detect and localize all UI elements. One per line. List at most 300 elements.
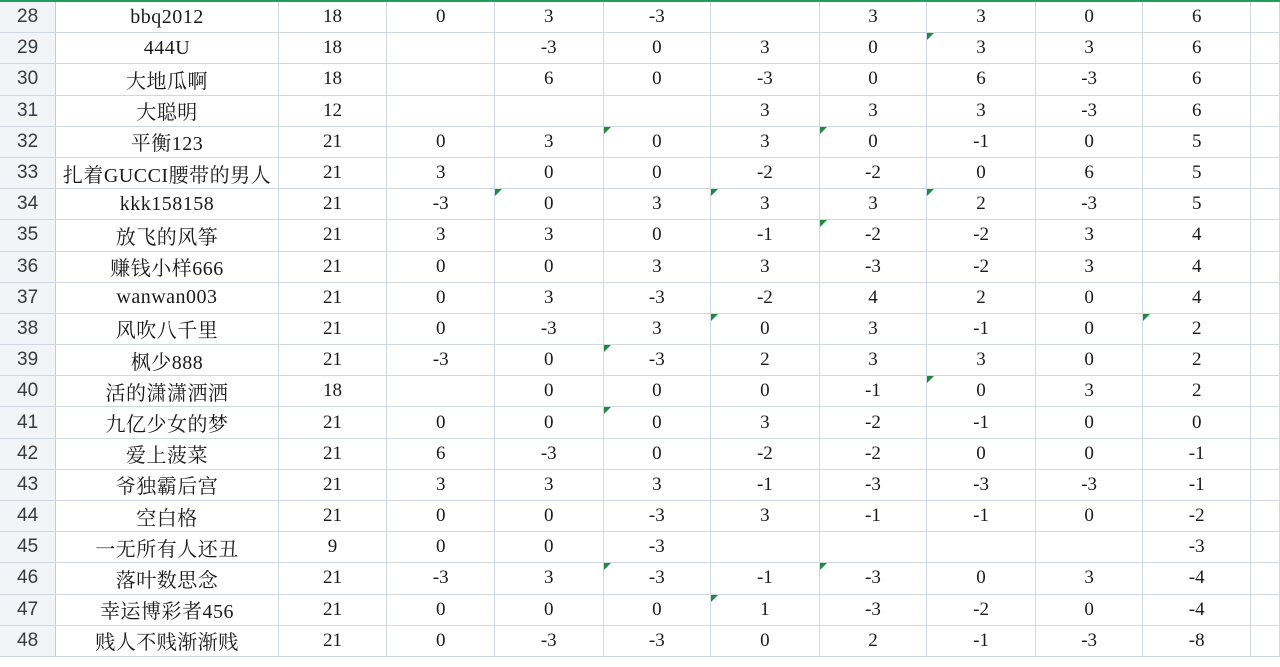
row-number[interactable]: 43 bbox=[0, 469, 56, 500]
cell-score[interactable] bbox=[819, 407, 927, 438]
cell-score[interactable] bbox=[603, 376, 711, 407]
cell-name[interactable]: 幸运博彩者456 bbox=[56, 594, 279, 625]
cell-value: 5 bbox=[1191, 130, 1202, 152]
cell-score[interactable] bbox=[1143, 157, 1251, 188]
cell-score[interactable] bbox=[387, 376, 495, 407]
cell-score[interactable] bbox=[819, 64, 927, 95]
cell-score[interactable] bbox=[494, 220, 603, 251]
cell-total[interactable]: 12 bbox=[278, 95, 387, 126]
cell-value: 6 bbox=[1191, 37, 1202, 59]
cell-score[interactable] bbox=[711, 64, 820, 95]
cell-score[interactable] bbox=[603, 345, 711, 376]
cell-score[interactable] bbox=[819, 251, 927, 282]
cell-empty[interactable] bbox=[1251, 407, 1280, 438]
row-number[interactable]: 30 bbox=[0, 64, 56, 95]
cell-score[interactable] bbox=[819, 625, 927, 656]
cell-score[interactable] bbox=[387, 64, 495, 95]
cell-score[interactable] bbox=[927, 126, 1036, 157]
cell-score[interactable] bbox=[1035, 563, 1143, 594]
cell-value: 0 bbox=[435, 411, 446, 433]
cell-score[interactable] bbox=[494, 501, 603, 532]
cell-score[interactable] bbox=[927, 438, 1036, 469]
cell-score[interactable] bbox=[603, 2, 711, 33]
cell-score[interactable] bbox=[1035, 251, 1143, 282]
cell-empty[interactable] bbox=[1251, 625, 1280, 656]
row-number[interactable]: 33 bbox=[0, 157, 56, 188]
cell-empty[interactable] bbox=[1251, 532, 1280, 563]
cell-score[interactable] bbox=[387, 157, 495, 188]
cell-score[interactable] bbox=[819, 282, 927, 313]
cell-score[interactable] bbox=[1143, 126, 1251, 157]
cell-score[interactable] bbox=[494, 625, 603, 656]
cell-total[interactable]: 18 bbox=[278, 376, 387, 407]
cell-score[interactable] bbox=[927, 2, 1036, 33]
cell-score[interactable] bbox=[819, 2, 927, 33]
table-row bbox=[0, 407, 1280, 438]
table-row bbox=[0, 64, 1280, 95]
cell-value: 3 bbox=[652, 473, 662, 495]
cell-name[interactable]: 九亿少女的梦 bbox=[56, 407, 279, 438]
cell-score[interactable] bbox=[494, 407, 603, 438]
cell-score[interactable] bbox=[711, 95, 820, 126]
cell-value: 3 bbox=[544, 6, 554, 28]
cell-name[interactable]: 爷独霸后宫 bbox=[56, 469, 279, 500]
cell-score[interactable] bbox=[711, 625, 820, 656]
cell-score[interactable] bbox=[927, 189, 1036, 220]
cell-score[interactable] bbox=[603, 313, 711, 344]
cell-score[interactable] bbox=[387, 438, 495, 469]
cell-score[interactable] bbox=[1035, 345, 1143, 376]
cell-score[interactable] bbox=[927, 251, 1036, 282]
cell-score[interactable] bbox=[819, 313, 927, 344]
cell-score[interactable] bbox=[927, 469, 1036, 500]
cell-empty[interactable] bbox=[1251, 594, 1280, 625]
cell-score[interactable] bbox=[494, 64, 603, 95]
cell-value: 0 bbox=[760, 380, 770, 402]
cell-name[interactable]: bbq2012 bbox=[56, 2, 279, 33]
cell-total[interactable]: 21 bbox=[278, 282, 387, 313]
row-number[interactable]: 47 bbox=[0, 594, 56, 625]
cell-score[interactable] bbox=[1143, 2, 1251, 33]
cell-total[interactable]: 21 bbox=[278, 251, 387, 282]
cell-score[interactable] bbox=[603, 282, 711, 313]
cell-score[interactable] bbox=[819, 594, 927, 625]
cell-name[interactable]: 444U bbox=[56, 33, 279, 64]
cell-score[interactable] bbox=[387, 625, 495, 656]
row-number[interactable]: 44 bbox=[0, 501, 56, 532]
cell-value: -3 bbox=[865, 567, 881, 589]
cell-score[interactable] bbox=[819, 126, 927, 157]
cell-score[interactable] bbox=[819, 189, 927, 220]
cell-score[interactable] bbox=[1143, 95, 1251, 126]
cell-total[interactable]: 21 bbox=[278, 220, 387, 251]
cell-score[interactable] bbox=[711, 33, 820, 64]
cell-value: 4 bbox=[868, 286, 878, 308]
cell-score[interactable] bbox=[1035, 438, 1143, 469]
cell-score[interactable] bbox=[1035, 126, 1143, 157]
cell-empty[interactable] bbox=[1251, 189, 1280, 220]
cell-name[interactable]: 平衡123 bbox=[56, 126, 279, 157]
cell-name[interactable]: 枫少888 bbox=[56, 345, 279, 376]
cell-score[interactable] bbox=[603, 95, 711, 126]
cell-score[interactable] bbox=[494, 126, 603, 157]
cell-total[interactable]: 21 bbox=[278, 625, 387, 656]
cell-score[interactable] bbox=[1143, 501, 1251, 532]
cell-score[interactable] bbox=[387, 126, 495, 157]
cell-score[interactable] bbox=[387, 282, 495, 313]
cell-value: 0 bbox=[435, 536, 446, 558]
cell-score[interactable] bbox=[1035, 625, 1143, 656]
cell-empty[interactable] bbox=[1251, 95, 1280, 126]
cell-score[interactable] bbox=[387, 189, 495, 220]
cell-score[interactable] bbox=[603, 438, 711, 469]
cell-value: -3 bbox=[648, 567, 665, 589]
cell-name[interactable]: 大聪明 bbox=[56, 95, 279, 126]
cell-value: -3 bbox=[973, 473, 989, 495]
cell-score[interactable] bbox=[711, 126, 820, 157]
cell-name[interactable]: 落叶数思念 bbox=[56, 563, 279, 594]
cell-score[interactable] bbox=[819, 345, 927, 376]
cell-score[interactable] bbox=[603, 501, 711, 532]
cell-score[interactable] bbox=[711, 2, 820, 33]
cell-empty[interactable] bbox=[1251, 2, 1280, 33]
cell-value: 0 bbox=[1084, 505, 1094, 527]
cell-total[interactable]: 21 bbox=[278, 126, 387, 157]
cell-score[interactable] bbox=[711, 157, 820, 188]
cell-score[interactable] bbox=[927, 33, 1036, 64]
cell-score[interactable] bbox=[603, 594, 711, 625]
cell-score[interactable] bbox=[603, 126, 711, 157]
cell-score[interactable] bbox=[1035, 469, 1143, 500]
cell-score[interactable] bbox=[494, 157, 603, 188]
cell-score[interactable] bbox=[1035, 594, 1143, 625]
cell-name[interactable]: 活的潇潇洒洒 bbox=[56, 376, 279, 407]
row-number[interactable]: 34 bbox=[0, 189, 56, 220]
cell-score[interactable] bbox=[1143, 376, 1251, 407]
row-number[interactable]: 38 bbox=[0, 313, 56, 344]
cell-total[interactable]: 21 bbox=[278, 594, 387, 625]
cell-value: 6 bbox=[544, 68, 554, 90]
cell-value: -3 bbox=[648, 6, 665, 28]
cell-name[interactable]: wanwan003 bbox=[56, 282, 279, 313]
cell-score[interactable] bbox=[1143, 532, 1251, 563]
cell-score[interactable] bbox=[494, 189, 603, 220]
cell-score[interactable] bbox=[1143, 251, 1251, 282]
cell-empty[interactable] bbox=[1251, 33, 1280, 64]
cell-score[interactable] bbox=[387, 33, 495, 64]
cell-score[interactable] bbox=[1035, 282, 1143, 313]
cell-score[interactable] bbox=[927, 282, 1036, 313]
cell-score[interactable] bbox=[603, 157, 711, 188]
cell-score[interactable] bbox=[927, 532, 1036, 563]
cell-name[interactable]: 大地瓜啊 bbox=[56, 64, 279, 95]
cell-score[interactable] bbox=[927, 625, 1036, 656]
cell-value: 0 bbox=[435, 598, 446, 620]
cell-score[interactable] bbox=[494, 313, 603, 344]
cell-name[interactable]: 空白格 bbox=[56, 501, 279, 532]
cell-score[interactable] bbox=[1035, 532, 1143, 563]
cell-score[interactable] bbox=[603, 220, 711, 251]
cell-name[interactable]: kkk158158 bbox=[56, 189, 279, 220]
cell-score[interactable] bbox=[819, 95, 927, 126]
cell-score[interactable] bbox=[927, 376, 1036, 407]
cell-score[interactable] bbox=[603, 532, 711, 563]
cell-value: 0 bbox=[976, 380, 986, 402]
cell-score[interactable] bbox=[819, 532, 927, 563]
cell-score[interactable] bbox=[927, 220, 1036, 251]
cell-score[interactable] bbox=[711, 563, 820, 594]
cell-score[interactable] bbox=[494, 251, 603, 282]
cell-score[interactable] bbox=[494, 594, 603, 625]
cell-score[interactable] bbox=[711, 189, 820, 220]
cell-empty[interactable] bbox=[1251, 64, 1280, 95]
cell-total[interactable]: 21 bbox=[278, 501, 387, 532]
cell-score[interactable] bbox=[387, 220, 495, 251]
row-number[interactable]: 40 bbox=[0, 376, 56, 407]
cell-value: 3 bbox=[652, 193, 662, 215]
cell-value: -2 bbox=[865, 162, 881, 184]
cell-value: -1 bbox=[973, 130, 989, 152]
cell-score[interactable] bbox=[603, 251, 711, 282]
cell-score[interactable] bbox=[387, 2, 495, 33]
cell-name[interactable]: 放飞的风筝 bbox=[56, 220, 279, 251]
cell-value: 3 bbox=[760, 411, 770, 433]
number-as-text-indicator-icon bbox=[820, 563, 827, 570]
cell-score[interactable] bbox=[494, 33, 603, 64]
cell-score[interactable] bbox=[711, 469, 820, 500]
cell-value: 0 bbox=[1084, 317, 1094, 339]
cell-score[interactable] bbox=[927, 64, 1036, 95]
cell-value: 0 bbox=[652, 224, 662, 246]
cell-score[interactable] bbox=[1143, 189, 1251, 220]
cell-score[interactable] bbox=[387, 313, 495, 344]
cell-score[interactable] bbox=[387, 407, 495, 438]
row-number[interactable]: 28 bbox=[0, 2, 56, 33]
cell-total[interactable]: 21 bbox=[278, 189, 387, 220]
cell-score[interactable] bbox=[387, 345, 495, 376]
cell-score[interactable] bbox=[711, 345, 820, 376]
cell-score[interactable] bbox=[603, 563, 711, 594]
number-as-text-indicator-icon bbox=[604, 345, 611, 352]
cell-score[interactable] bbox=[1035, 2, 1143, 33]
cell-value: 0 bbox=[435, 255, 446, 277]
cell-score[interactable] bbox=[494, 469, 603, 500]
cell-empty[interactable] bbox=[1251, 469, 1280, 500]
cell-score[interactable] bbox=[603, 189, 711, 220]
cell-total[interactable]: 21 bbox=[278, 407, 387, 438]
cell-score[interactable] bbox=[494, 95, 603, 126]
cell-value: 3 bbox=[760, 130, 770, 152]
cell-value: -2 bbox=[973, 224, 989, 246]
cell-name[interactable]: 贱人不贱渐渐贱 bbox=[56, 625, 279, 656]
cell-total[interactable]: 21 bbox=[278, 345, 387, 376]
cell-score[interactable] bbox=[387, 594, 495, 625]
cell-score[interactable] bbox=[711, 313, 820, 344]
cell-score[interactable] bbox=[1143, 220, 1251, 251]
cell-empty[interactable] bbox=[1251, 251, 1280, 282]
row-number[interactable]: 46 bbox=[0, 563, 56, 594]
cell-score[interactable] bbox=[1143, 625, 1251, 656]
cell-empty[interactable] bbox=[1251, 126, 1280, 157]
cell-score[interactable] bbox=[603, 64, 711, 95]
cell-score[interactable] bbox=[819, 220, 927, 251]
cell-value: -3 bbox=[648, 286, 665, 308]
table-row bbox=[0, 625, 1280, 656]
cell-score[interactable] bbox=[927, 594, 1036, 625]
cell-score[interactable] bbox=[711, 251, 820, 282]
cell-score[interactable] bbox=[387, 95, 495, 126]
row-number[interactable]: 35 bbox=[0, 220, 56, 251]
cell-value: -1 bbox=[973, 629, 989, 651]
cell-total[interactable]: 21 bbox=[278, 563, 387, 594]
cell-value: -2 bbox=[865, 411, 881, 433]
cell-score[interactable] bbox=[494, 438, 603, 469]
cell-score[interactable] bbox=[927, 95, 1036, 126]
cell-score[interactable] bbox=[1143, 438, 1251, 469]
cell-empty[interactable] bbox=[1251, 282, 1280, 313]
cell-value: 0 bbox=[544, 536, 554, 558]
cell-total[interactable]: 18 bbox=[278, 33, 387, 64]
cell-value: 3 bbox=[544, 473, 554, 495]
cell-score[interactable] bbox=[1035, 501, 1143, 532]
cell-value: -2 bbox=[1188, 505, 1205, 527]
row-number[interactable]: 41 bbox=[0, 407, 56, 438]
cell-empty[interactable] bbox=[1251, 563, 1280, 594]
cell-score[interactable] bbox=[819, 501, 927, 532]
cell-score[interactable] bbox=[1035, 64, 1143, 95]
cell-score[interactable] bbox=[927, 313, 1036, 344]
cell-score[interactable] bbox=[603, 407, 711, 438]
cell-name[interactable]: 风吹八千里 bbox=[56, 313, 279, 344]
cell-empty[interactable] bbox=[1251, 313, 1280, 344]
cell-value: 0 bbox=[435, 505, 446, 527]
cell-score[interactable] bbox=[819, 157, 927, 188]
cell-empty[interactable] bbox=[1251, 438, 1280, 469]
cell-score[interactable] bbox=[927, 563, 1036, 594]
cell-score[interactable] bbox=[494, 376, 603, 407]
cell-score[interactable] bbox=[1035, 220, 1143, 251]
cell-value: 3 bbox=[976, 99, 986, 121]
cell-value: 3 bbox=[868, 193, 878, 215]
cell-total[interactable]: 21 bbox=[278, 313, 387, 344]
cell-name[interactable]: 扎着GUCCI腰带的男人 bbox=[56, 157, 279, 188]
cell-value: -1 bbox=[1188, 442, 1205, 464]
cell-empty[interactable] bbox=[1251, 157, 1280, 188]
row-number[interactable]: 29 bbox=[0, 33, 56, 64]
cell-empty[interactable] bbox=[1251, 501, 1280, 532]
cell-score[interactable] bbox=[1143, 282, 1251, 313]
cell-name[interactable]: 爱上菠菜 bbox=[56, 438, 279, 469]
row-number[interactable]: 39 bbox=[0, 345, 56, 376]
cell-score[interactable] bbox=[819, 376, 927, 407]
cell-score[interactable] bbox=[494, 282, 603, 313]
cell-score[interactable] bbox=[927, 345, 1036, 376]
row-number[interactable]: 31 bbox=[0, 95, 56, 126]
cell-score[interactable] bbox=[1143, 469, 1251, 500]
cell-score[interactable] bbox=[711, 438, 820, 469]
cell-value: -3 bbox=[648, 629, 665, 651]
cell-score[interactable] bbox=[494, 345, 603, 376]
cell-score[interactable] bbox=[819, 438, 927, 469]
cell-score[interactable] bbox=[927, 407, 1036, 438]
cell-score[interactable] bbox=[1035, 189, 1143, 220]
table-row bbox=[0, 157, 1280, 188]
cell-score[interactable] bbox=[927, 157, 1036, 188]
cell-total[interactable]: 21 bbox=[278, 469, 387, 500]
cell-score[interactable] bbox=[1035, 95, 1143, 126]
cell-score[interactable] bbox=[927, 501, 1036, 532]
cell-score[interactable] bbox=[603, 469, 711, 500]
row-number[interactable]: 42 bbox=[0, 438, 56, 469]
cell-score[interactable] bbox=[711, 501, 820, 532]
cell-score[interactable] bbox=[603, 33, 711, 64]
cell-value: 3 bbox=[760, 193, 770, 215]
cell-value: 0 bbox=[1084, 442, 1094, 464]
cell-score[interactable] bbox=[711, 407, 820, 438]
cell-score[interactable] bbox=[1143, 563, 1251, 594]
cell-score[interactable] bbox=[819, 469, 927, 500]
cell-total[interactable]: 21 bbox=[278, 157, 387, 188]
cell-score[interactable] bbox=[1035, 407, 1143, 438]
cell-score[interactable] bbox=[494, 2, 603, 33]
cell-score[interactable] bbox=[1143, 345, 1251, 376]
cell-score[interactable] bbox=[1143, 33, 1251, 64]
cell-score[interactable] bbox=[1035, 313, 1143, 344]
cell-score[interactable] bbox=[387, 469, 495, 500]
cell-score[interactable] bbox=[819, 33, 927, 64]
cell-total[interactable]: 21 bbox=[278, 438, 387, 469]
cell-value: 2 bbox=[1191, 317, 1202, 339]
cell-value: 0 bbox=[868, 130, 878, 152]
cell-score[interactable] bbox=[711, 594, 820, 625]
cell-total[interactable]: 18 bbox=[278, 64, 387, 95]
cell-score[interactable] bbox=[494, 563, 603, 594]
cell-score[interactable] bbox=[711, 532, 820, 563]
cell-score[interactable] bbox=[387, 501, 495, 532]
cell-empty[interactable] bbox=[1251, 220, 1280, 251]
cell-name[interactable]: 一无所有人还丑 bbox=[56, 532, 279, 563]
cell-score[interactable] bbox=[387, 532, 495, 563]
cell-score[interactable] bbox=[711, 220, 820, 251]
cell-total[interactable]: 18 bbox=[278, 2, 387, 33]
cell-score[interactable] bbox=[1143, 407, 1251, 438]
cell-score[interactable] bbox=[387, 251, 495, 282]
cell-score[interactable] bbox=[1035, 157, 1143, 188]
cell-score[interactable] bbox=[494, 532, 603, 563]
cell-score[interactable] bbox=[1035, 33, 1143, 64]
cell-value: 3 bbox=[435, 224, 446, 246]
cell-score[interactable] bbox=[819, 563, 927, 594]
cell-score[interactable] bbox=[711, 282, 820, 313]
cell-score[interactable] bbox=[1143, 64, 1251, 95]
cell-empty[interactable] bbox=[1251, 345, 1280, 376]
cell-score[interactable] bbox=[387, 563, 495, 594]
cell-empty[interactable] bbox=[1251, 376, 1280, 407]
cell-score[interactable] bbox=[1143, 313, 1251, 344]
row-number[interactable]: 37 bbox=[0, 282, 56, 313]
number-as-text-indicator-icon bbox=[1143, 314, 1150, 321]
cell-score[interactable] bbox=[1143, 594, 1251, 625]
row-number[interactable]: 48 bbox=[0, 625, 56, 656]
cell-name[interactable]: 赚钱小样666 bbox=[56, 251, 279, 282]
row-number[interactable]: 45 bbox=[0, 532, 56, 563]
row-number[interactable]: 32 bbox=[0, 126, 56, 157]
cell-total[interactable]: 9 bbox=[278, 532, 387, 563]
row-number[interactable]: 36 bbox=[0, 251, 56, 282]
cell-score[interactable] bbox=[1035, 376, 1143, 407]
cell-score[interactable] bbox=[711, 376, 820, 407]
cell-score[interactable] bbox=[603, 625, 711, 656]
